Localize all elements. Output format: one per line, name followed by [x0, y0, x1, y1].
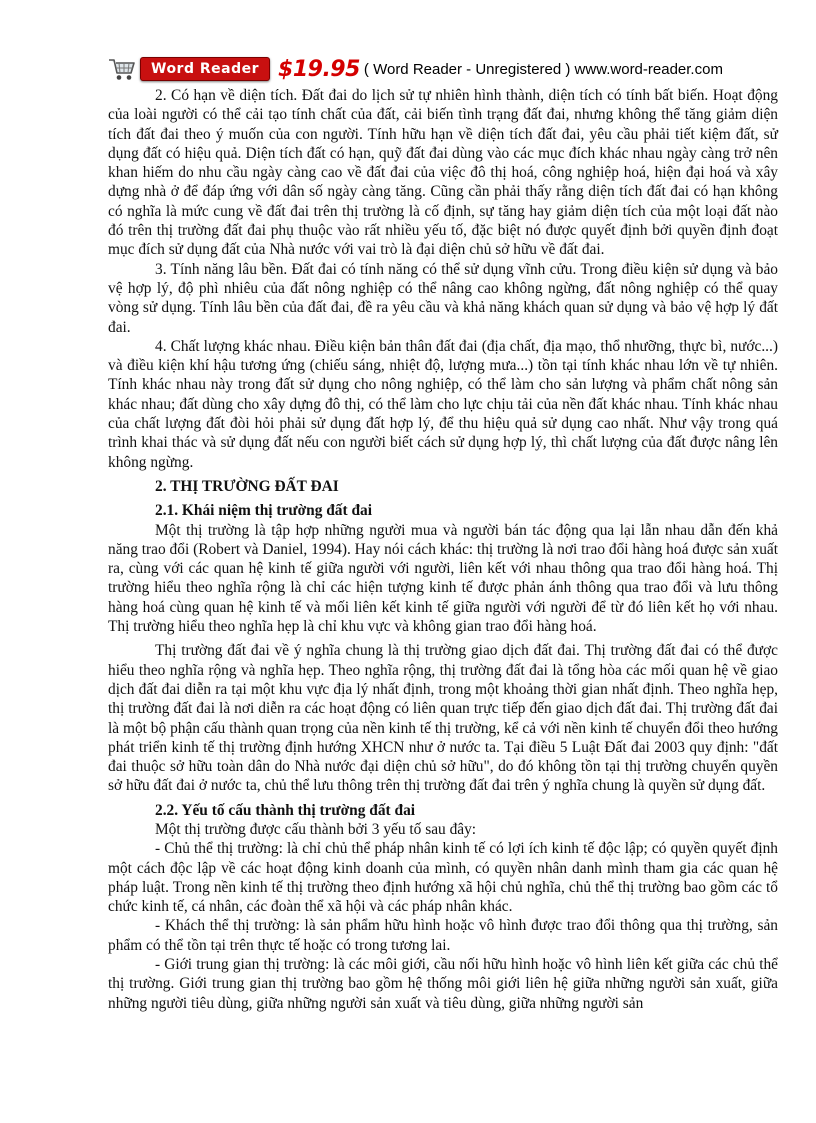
paragraph-durability: 3. Tính năng lâu bền. Đất đai có tính năng có thể sử dụng vĩnh cửu. Trong điều kiện sử dụng và bảo vệ hợp lý, độ phì nhiêu của đất nông nghiệp có thể nâng cao không ngừng, đất nông nghiệp có thể quay vòng sử dụng. Tính lâu bền của đất đai, đề ra yêu cầu và khả năng khách quan sử dụng và bảo vệ hợp lý đất đai. [108, 260, 778, 336]
subsection-heading-elements: 2.2. Yếu tố cấu thành thị trường đất đai [155, 801, 416, 819]
paragraph-market-definition: Một thị trường là tập hợp những người mua và người bán tác động qua lại lẫn nhau dẫn đến khả năng trao đổi (Robert và Daniel, 1994). Hay nói cách khác: thị trường là nơi trao đổi hàng hoá được sản xuất ra, cùng với các quan hệ kinh tế giữa người với người, liên kết với nhau thông qua trao đổi hàng hoá. Thị trường hiểu theo nghĩa rộng là chỉ các hiện tượng kinh tế được phản ánh thông qua trao đổi và lưu thông hàng hoá cùng quan hệ kinh tế và mối liên kết kinh tế giữa người với người để từ đó liên kết họ với nhau. Thị trường hiểu theo nghĩa hẹp là chỉ khu vực và không gian trao đổi hàng hoá. [108, 521, 778, 636]
paragraph-quality: 4. Chất lượng khác nhau. Điều kiện bản thân đất đai (địa chất, địa mạo, thổ nhưỡng, thực bì, nước...) và điều kiện khí hậu tương ứng (chiếu sáng, nhiệt độ, lượng mưa...) tồn tại tính khác nhau lớn về tự nhiên. Tính khác nhau này trong đất sử dụng cho nông nghiệp, có thể làm cho sản lượng và phẩm chất nông sản khác nhau; đất dùng cho xây dựng đô thị, có thể làm cho lực chịu tải của nền đất khác nhau. Tính khác nhau của chất lượng đất đòi hỏi phải sử dụng đất hợp lý, để thu hiệu quả sử dụng cao nhất. Như vậy trong quá trình khai thác và sử dụng đất nếu con người biết cách sử dụng hợp lý, thì chất lượng của đất được nâng lên không ngừng. [108, 337, 778, 471]
section-heading: 2. THỊ TRƯỜNG ĐẤT ĐAI [155, 477, 339, 495]
list-item-market-intermediary: - Giới trung gian thị trường: là các môi giới, cầu nối hữu hình hoặc vô hình liên kết giữa các chủ thể thị trường. Giới trung gian thị trường bao gồm hệ thống môi giới liên hệ giữa những người sản xuất, giữa những người tiêu dùng, giữa những người sản xuất và tiêu dùng, giữa những người sản [108, 956, 778, 1012]
word-reader-badge: Word Reader [140, 57, 270, 81]
watermark-banner [108, 55, 723, 83]
subsection-heading-concept: 2.1. Khái niệm thị trường đất đai [155, 502, 373, 520]
document-body [108, 86, 778, 1013]
price-label: $19.95 [278, 56, 360, 82]
list-item-market-object: - Khách thể thị trường: là sản phẩm hữu hình hoặc vô hình được trao đổi thông qua thị trường, sản phẩm có thể tồn tại trên thực tế hoặc có trong tương lai. [108, 917, 778, 954]
paragraph-area-limit: 2. Có hạn về diện tích. Đất đai do lịch sử tự nhiên hình thành, diện tích có tính bất biến. Hoạt động của loài người có thể cải tạo tính chất của đất, cải biến tình trạng đất đai, nhưng không thể tăng giảm diện tích đất đai theo ý muốn của con người. Tính hữu hạn về diện tích đất đai, yêu cầu phải tiết kiệm đất, sử dụng đất có hiệu quả. Diện tích đất có hạn, quỹ đất đai dùng vào các mục đích khác nhau ngày càng trở nên khan hiếm do nhu cầu ngày càng cao về đất đai của việc đô thị hoá, công nghiệp hoá, hiện đại hoá và xây dựng nhà ở để đáp ứng với dân số ngày càng tăng. Cũng cần phải thấy rằng diện tích đất đai có hạn không có nghĩa là mức cung về đất đai trên thị trường là cố định, sự tăng hay giảm diện tích của một loại đất nào đó trên thị trường đất đai phụ thuộc vào rất nhiều yếu tố, đặc biệt nó được quyết định bởi quyền định đoạt mục đích sử dụng đất của Nhà nước với vai trò là đại diện chủ sở hữu về đất đai. [108, 87, 778, 259]
paragraph-elements-intro: Một thị trường được cấu thành bởi 3 yếu tố sau đây: [155, 820, 477, 838]
unregistered-notice: ( Word Reader - Unregistered ) www.word-reader.com [363, 60, 723, 78]
paragraph-land-market: Thị trường đất đai về ý nghĩa chung là thị trường giao dịch đất đai. Thị trường đất đai có thể được hiểu theo nghĩa rộng và nghĩa hẹp. Theo nghĩa rộng, thị trường đất đai là tổng hòa các mối quan hệ về giao dịch đất đai diễn ra tại một khu vực địa lý nhất định, trong một khoảng thời gian nhất định. Theo nghĩa hẹp, thị trường đất đai là nơi diễn ra các hoạt động có liên quan trực tiếp đến giao dịch đất đai. Thị trường đất đai là một bộ phận cấu thành quan trọng của nền kinh tế thị trường, kể cả với nền kinh tế chuyển đổi theo hướng phát triển kinh tế thị trường định hướng XHCN như ở nước ta. Tại điều 5 Luật Đất đai 2003 quy định: "đất đai thuộc sở hữu toàn dân do Nhà nước đại diện chủ sở hữu", do đó không tồn tại thị trường chuyển quyền sở hữu đất đai ở nước ta, chủ thể lưu thông trên thị trường đất đai trên ý nghĩa chung là quyền sử dụng đất. [108, 642, 778, 795]
shopping-cart-icon [108, 56, 136, 82]
list-item-market-subject: - Chủ thể thị trường: là chỉ chủ thể pháp nhân kinh tế có lợi ích kinh tế độc lập; có quyền quyết định một cách độc lập về các hoạt động kinh doanh của mình, có quyền nhân danh mình tham gia các quan hệ pháp luật. Trong nền kinh tế thị trường theo định hướng xã hội chủ nghĩa, chủ thể thị trường bao gồm các tổ chức kinh tế, cá nhân, các đoàn thể xã hội và các pháp nhân khác. [108, 840, 778, 916]
